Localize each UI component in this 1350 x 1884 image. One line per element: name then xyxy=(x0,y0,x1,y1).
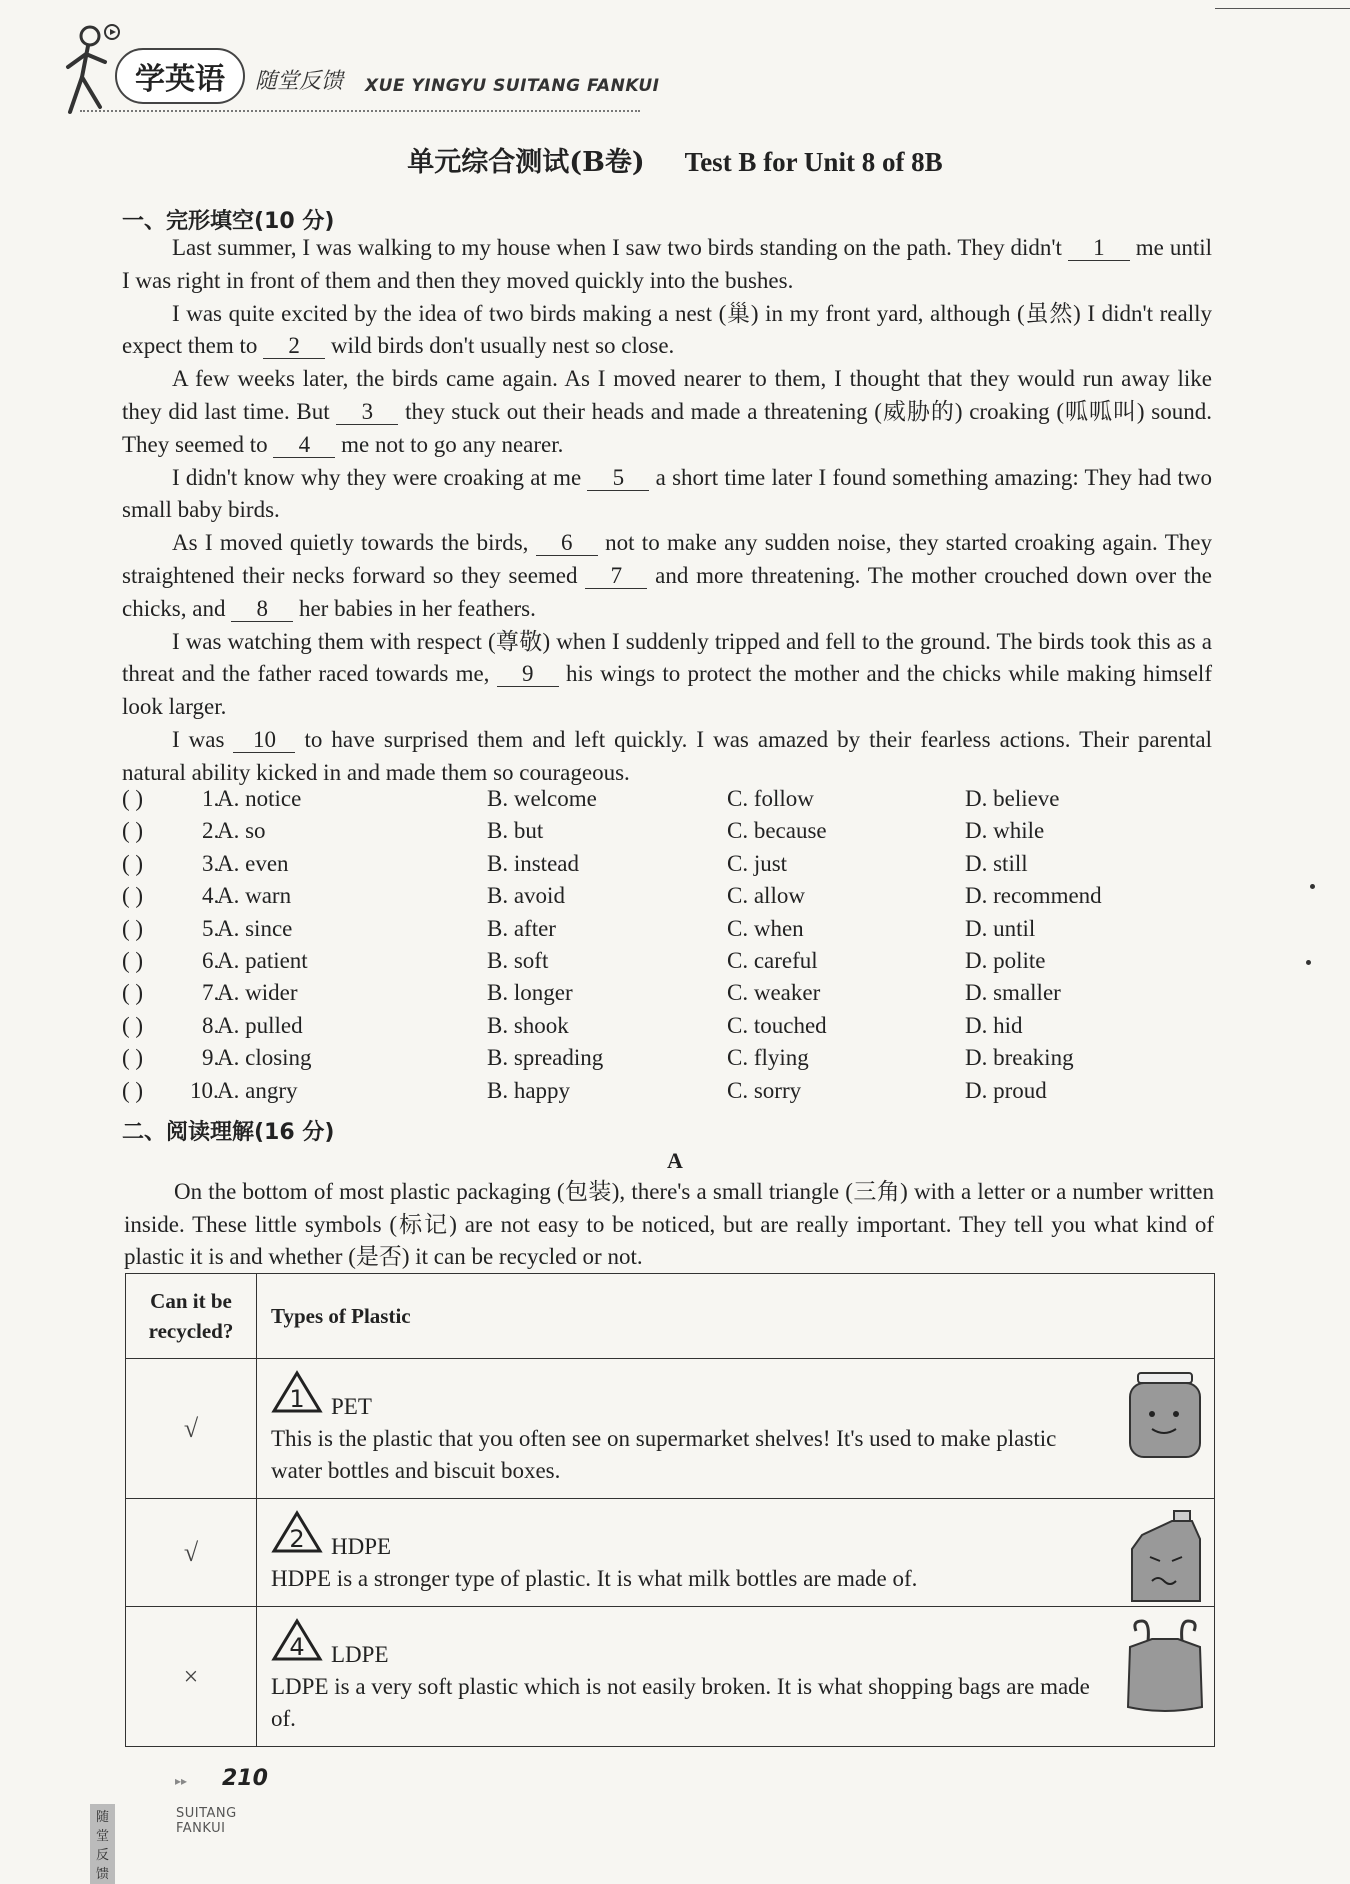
option-b[interactable]: B. avoid xyxy=(487,883,565,909)
option-d[interactable]: D. polite xyxy=(965,947,1046,973)
answer-paren[interactable]: ( ) xyxy=(122,786,144,811)
brand-latin: XUE YINGYU SUITANG FANKUI xyxy=(365,76,660,96)
option-d[interactable]: D. still xyxy=(965,850,1028,876)
passage-text: me not to go any nearer. xyxy=(335,431,564,457)
option-c[interactable]: C. just xyxy=(727,850,788,876)
cloze-blank[interactable]: 1 xyxy=(1068,236,1130,261)
table-header-row xyxy=(126,1274,1215,1359)
option-d[interactable]: D. proud xyxy=(965,1077,1047,1103)
part-label: A xyxy=(667,1148,683,1173)
recycle-header-line1: Can it be xyxy=(150,1289,232,1313)
passage-paragraph xyxy=(122,462,1212,528)
answer-paren[interactable]: ( ) xyxy=(122,1012,144,1038)
check-icon: √ xyxy=(183,1537,199,1567)
recycle-mark xyxy=(126,1499,257,1607)
cloze-blank[interactable]: 9 xyxy=(497,662,559,687)
cloze-blank[interactable]: 4 xyxy=(273,433,335,458)
top-edge-line xyxy=(1215,8,1350,9)
passage-text: and more threatening. The mother crouched down over the chicks, and xyxy=(122,562,1212,621)
recycle-triangle-icon xyxy=(271,1618,331,1671)
footer-tag-latin: SUITANG FANKUI xyxy=(176,1806,237,1836)
cloze-blank[interactable]: 8 xyxy=(231,597,293,622)
answer-paren[interactable]: ( ) xyxy=(122,850,144,876)
question-row xyxy=(122,1045,1222,1077)
answer-paren[interactable]: ( ) xyxy=(122,980,144,1006)
option-b[interactable]: B. but xyxy=(487,818,544,844)
option-c[interactable]: C. allow xyxy=(727,883,805,909)
question-number: 5. xyxy=(202,915,220,941)
passage-text: A few weeks later, the birds came again. As I moved nearer to them, I thought that they would run away like they did last time. But xyxy=(122,366,1212,424)
passage-paragraph xyxy=(122,527,1212,625)
option-b[interactable]: B. happy xyxy=(487,1077,571,1103)
passage-text: his wings to protect the mother and the chicks while making himself look larger. xyxy=(122,661,1212,720)
scan-mark xyxy=(1310,884,1315,889)
plastic-type-header xyxy=(271,1618,1104,1671)
page-number: 210 xyxy=(222,1766,268,1791)
answer-paren[interactable]: ( ) xyxy=(122,915,144,941)
question-number: 4. xyxy=(202,883,220,909)
jar-icon xyxy=(1122,1369,1208,1470)
question-row xyxy=(122,851,1222,883)
question-number: 6. xyxy=(202,947,220,973)
plastic-type-header xyxy=(271,1370,1104,1423)
option-a[interactable]: A. since xyxy=(217,915,293,941)
question-number: 8. xyxy=(202,1012,220,1038)
option-a[interactable]: A. angry xyxy=(217,1077,298,1103)
plastic-name: LDPE xyxy=(331,1642,389,1667)
header-rule xyxy=(80,110,640,112)
cloze-blank[interactable]: 7 xyxy=(585,564,647,589)
plastic-description: This is the plastic that you often see on supermarket shelves! It's used to make plastic water bottles and biscuit boxes. xyxy=(271,1426,1057,1483)
passage-paragraph xyxy=(122,626,1212,724)
brand-subtitle: 随堂反馈 xyxy=(255,69,344,94)
question-number: 9. xyxy=(202,1045,220,1071)
option-a[interactable]: A. so xyxy=(217,818,266,844)
page-title xyxy=(0,140,1350,179)
option-b[interactable]: B. longer xyxy=(487,980,573,1006)
option-c[interactable]: C. careful xyxy=(727,947,818,973)
option-d[interactable]: D. hid xyxy=(965,1012,1023,1038)
page-header xyxy=(60,18,1290,118)
option-b[interactable]: B. soft xyxy=(487,947,549,973)
milk-jug-icon xyxy=(1122,1509,1208,1616)
plastic-table xyxy=(125,1273,1215,1747)
option-c[interactable]: C. flying xyxy=(727,1045,809,1071)
passage-text: I was quite excited by the idea of two birds making a nest (巢) in my front yard, although (虽然) I didn't really expect them to xyxy=(122,300,1212,359)
table-row xyxy=(126,1359,1215,1499)
table-row xyxy=(126,1499,1215,1607)
option-c[interactable]: C. sorry xyxy=(727,1077,802,1103)
option-c[interactable]: C. weaker xyxy=(727,980,821,1006)
question-row xyxy=(122,1013,1222,1045)
passage-text: a short time later I found something amazing: They had two small baby birds. xyxy=(122,464,1212,523)
footer-arrows: ▸▸ xyxy=(175,1774,188,1788)
cloze-blank[interactable]: 6 xyxy=(536,531,598,556)
answer-paren[interactable]: ( ) xyxy=(122,818,144,844)
option-b[interactable]: B. after xyxy=(487,915,556,941)
cloze-blank[interactable]: 3 xyxy=(336,400,398,425)
plastic-name: HDPE xyxy=(331,1534,392,1559)
passage-text: Last summer, I was walking to my house when I saw two birds standing on the path. They didn't xyxy=(172,235,1068,260)
passage-paragraph xyxy=(122,232,1212,298)
option-a[interactable]: A. even xyxy=(217,850,289,876)
cloze-blank[interactable]: 5 xyxy=(587,466,649,491)
plastic-description: HDPE is a stronger type of plastic. It is what milk bottles are made of. xyxy=(271,1566,918,1591)
option-d[interactable]: D. smaller xyxy=(965,980,1061,1006)
answer-paren[interactable]: ( ) xyxy=(122,1045,144,1071)
recycle-mark xyxy=(126,1359,257,1499)
question-row xyxy=(122,1078,1222,1110)
recycle-number: 2 xyxy=(289,1525,305,1553)
question-row xyxy=(122,818,1222,850)
plastic-type-header xyxy=(271,1510,1104,1563)
question-number: 2. xyxy=(202,818,220,844)
recycle-triangle-icon xyxy=(271,1510,331,1563)
cross-icon: × xyxy=(183,1661,199,1691)
recycle-number: 4 xyxy=(289,1633,305,1661)
plastic-description: LDPE is a very soft plastic which is not easily broken. It is what shopping bags are made of. xyxy=(271,1674,1090,1731)
table-body xyxy=(126,1359,1215,1747)
passage-text: me until I was right in front of them and then they moved quickly into the bushes. xyxy=(122,235,1212,293)
table-row xyxy=(126,1607,1215,1747)
option-c[interactable]: C. touched xyxy=(727,1012,827,1038)
cloze-blank[interactable]: 10 xyxy=(233,728,295,753)
question-row xyxy=(122,948,1222,980)
reading-intro xyxy=(124,1176,1214,1274)
option-a[interactable]: A. notice xyxy=(217,786,302,811)
recycle-triangle-icon xyxy=(271,1370,331,1423)
option-b[interactable]: B. spreading xyxy=(487,1045,604,1071)
option-b[interactable]: B. welcome xyxy=(487,786,597,811)
plastic-type-cell xyxy=(257,1607,1215,1747)
check-icon: √ xyxy=(183,1413,199,1443)
passage-text: to have surprised them and left quickly. I was amazed by their fearless actions. Their parental natural ability kicked in and made them so courageous. xyxy=(122,726,1212,785)
option-d[interactable]: D. recommend xyxy=(965,883,1102,909)
cloze-passage xyxy=(122,232,1212,790)
answer-paren[interactable]: ( ) xyxy=(122,1077,144,1103)
shopping-bag-icon xyxy=(1122,1617,1208,1726)
question-number: 3. xyxy=(202,850,220,876)
types-column-header: Types of Plastic xyxy=(257,1274,1215,1359)
question-row xyxy=(122,786,1222,818)
passage-text: they stuck out their heads and made a threatening (威胁的) croaking (呱呱叫) sound. They seemed to xyxy=(122,398,1212,457)
options-list xyxy=(122,786,1222,1110)
option-c[interactable]: C. because xyxy=(727,818,827,844)
question-number: 7. xyxy=(202,980,220,1006)
option-b[interactable]: B. instead xyxy=(487,850,579,876)
passage-paragraph xyxy=(122,363,1212,461)
passage-text: As I moved quietly towards the birds, xyxy=(172,530,536,556)
passage-text: not to make any sudden noise, they started croaking again. They straightened their necks forward so they seemed xyxy=(122,530,1212,588)
section-2-heading: 二、阅读理解(16 分) xyxy=(122,1120,335,1145)
option-d[interactable]: D. believe xyxy=(965,786,1060,811)
option-a[interactable]: A. pulled xyxy=(217,1012,303,1038)
answer-paren[interactable]: ( ) xyxy=(122,883,144,909)
plastic-name: PET xyxy=(331,1394,372,1419)
recycle-mark xyxy=(126,1607,257,1747)
title-cn: 单元综合测试(B卷) xyxy=(407,147,645,178)
passage-paragraph xyxy=(122,298,1212,364)
passage-text: I was xyxy=(172,726,234,752)
question-number: 1. xyxy=(202,786,220,811)
question-number: 10. xyxy=(190,1077,219,1103)
option-b[interactable]: B. shook xyxy=(487,1012,569,1038)
recycle-number: 1 xyxy=(289,1385,305,1413)
scan-mark xyxy=(1306,960,1311,965)
plastic-type-cell xyxy=(257,1359,1215,1499)
passage-text: her babies in her feathers. xyxy=(293,595,536,621)
runner-logo-icon xyxy=(60,22,120,122)
option-a[interactable]: A. patient xyxy=(217,947,308,973)
brand-title: 学英语 xyxy=(115,48,245,104)
answer-paren[interactable]: ( ) xyxy=(122,947,144,973)
question-row xyxy=(122,916,1222,948)
option-d[interactable]: D. while xyxy=(965,818,1045,844)
recycle-column-header xyxy=(126,1274,257,1359)
option-a[interactable]: A. closing xyxy=(217,1045,312,1071)
title-en: Test B for Unit 8 of 8B xyxy=(684,147,943,177)
plastic-type-cell xyxy=(257,1499,1215,1607)
passage-text: I didn't know why they were croaking at me xyxy=(172,464,588,490)
question-row xyxy=(122,980,1222,1012)
option-a[interactable]: A. warn xyxy=(217,883,292,909)
option-d[interactable]: D. until xyxy=(965,915,1036,941)
question-row xyxy=(122,883,1222,915)
option-c[interactable]: C. follow xyxy=(727,786,814,811)
option-d[interactable]: D. breaking xyxy=(965,1045,1074,1071)
passage-paragraph xyxy=(122,724,1212,790)
option-a[interactable]: A. wider xyxy=(217,980,298,1006)
footer-tag: 随堂反馈 xyxy=(90,1804,115,1884)
cloze-blank[interactable]: 2 xyxy=(263,334,325,359)
recycle-header-line2: recycled? xyxy=(148,1319,234,1343)
intro-text: On the bottom of most plastic packaging (包装), there's a small triangle (三角) with a letter or a number written inside. These little symbols (标记) are not easy to be noticed, but are really important. They tell you what kind of plastic it is and whether (是否) it can be recycled or not. xyxy=(124,1179,1214,1269)
option-c[interactable]: C. when xyxy=(727,915,804,941)
passage-text: wild birds don't usually nest so close. xyxy=(325,333,675,359)
section-1-heading: 一、完形填空(10 分) xyxy=(122,209,335,234)
passage-text: I was watching them with respect (尊敬) when I suddenly tripped and fell to the ground. The birds took this as a threat and the father raced towards me, xyxy=(122,628,1212,687)
